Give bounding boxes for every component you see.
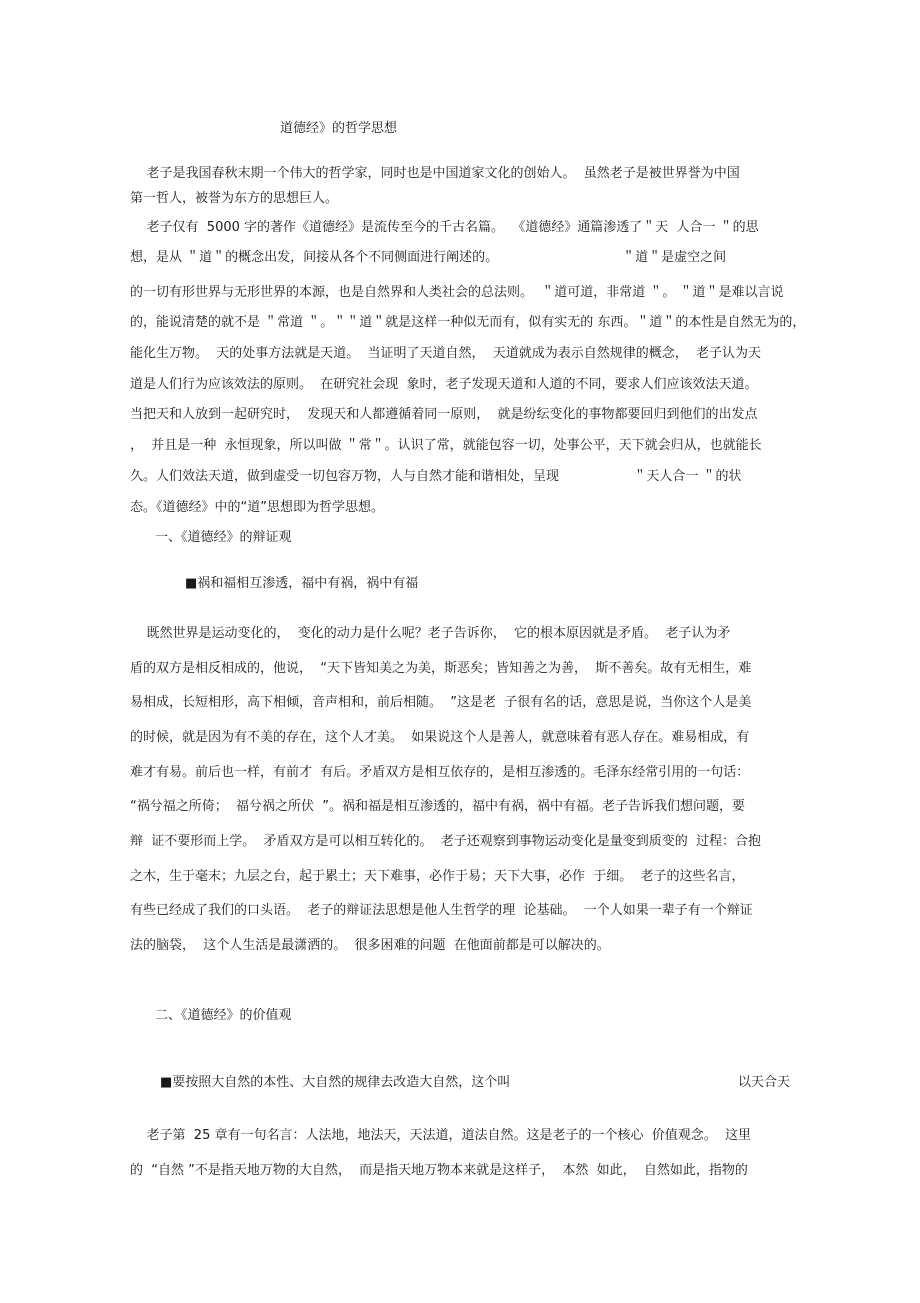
section2-bullet: ■要按照大自然的本性、大自然的规律去改造大自然，这个叫 <box>160 1075 511 1090</box>
intro-p2-line-4: 的，能说清楚的就不是 ＂常道 ＂。＂＂道＂就是这样一种似无而有，似有实无的 东西。＂道＂的本性是自然无为的， <box>130 315 806 330</box>
intro-p2-line-8: ， 并且是一种 永恒现象，所以叫做 ＂常＂。认识了常，就能包容一切，处事公平，天下就会归从，也就能长 <box>130 438 762 453</box>
intro-p2-line-7: 当把天和人放到一起研究时， 发现天和人都遵循着同一原则， 就是纷纭变化的事物都要回归到他们的出发点 <box>130 407 758 422</box>
section1-line-3: 易相成，长短相形，高下相倾，音声相和，前后相随。 ”这是老 子很有名的话，意思是说，当你这个人是美 <box>130 695 752 710</box>
section2-line-2: 的 “自然 ”不是指天地万物的大自然， 而是指天地万物本来就是这样子， 本然 如此， 自然如此，指物的 <box>130 1163 748 1178</box>
section1-bullet: ■祸和福相互渗透，福中有祸，祸中有福 <box>185 576 419 591</box>
section2-bullet-right: 以天合天 <box>738 1075 791 1090</box>
section2-heading: 二、《道德经》的价值观 <box>155 1008 292 1023</box>
intro-p2-line-9: 久。人们效法天道，做到虚受一切包容万物，人与自然才能和谐相处，呈现 ＂天人合一 ＂的状 <box>130 469 742 484</box>
document-title: 道德经》的哲学思想 <box>280 121 398 136</box>
intro-p1-line-2: 第一哲人，被誉为东方的思想巨人。 <box>130 191 339 206</box>
intro-p2-line-6: 道是人们行为应该效法的原则。 在研究社会现 象时，老子发现天道和人道的不同，要求人们应该效法天道。 <box>130 377 758 392</box>
intro-p2-line-5: 能化生万物。 天的处事方法就是天道。 当证明了天道自然， 天道就成为表示自然规律的概念， 老子认为天 <box>130 346 762 361</box>
section1-heading: 一、《道德经》的辩证观 <box>155 530 292 545</box>
section2-line-1: 老子第 25 章有一句名言：人法地，地法天，天法道，道法自然。这是老子的一个核心 价值观念。 这里 <box>130 1128 751 1143</box>
section1-line-5: 难才有易。前后也一样，有前才 有后。矛盾双方是相互依存的，是相互渗透的。毛泽东经常引用的一句话： <box>130 765 750 780</box>
intro-p2-line-10: 态。《道德经》中的“道”思想即为哲学思想。 <box>130 500 384 515</box>
section1-line-1: 既然世界是运动变化的， 变化的动力是什么呢？老子告诉你， 它的根本原因就是矛盾。 老子认为矛 <box>130 626 731 641</box>
section1-line-9: 有些已经成了我们的口头语。 老子的辩证法思想是他人生哲学的理 论基础。 一个人如果一辈子有一个辩证 <box>130 903 753 918</box>
section1-line-10: 法的脑袋， 这个人生活是最潇洒的。 很多困难的问题 在他面前都是可以解决的。 <box>130 938 610 953</box>
section1-line-6: “祸兮福之所倚； 福兮祸之所伏 ”。祸和福是相互渗透的，福中有祸，祸中有福。老子告诉我们想问题，要 <box>130 799 745 814</box>
intro-p2-line-3: 的一切有形世界与无形世界的本源，也是自然界和人类社会的总法则。 ＂道可道，非常道 ＂。 ＂道＂是难以言说 <box>130 285 784 300</box>
intro-p1-line-1: 老子是我国春秋末期一个伟大的哲学家，同时也是中国道家文化的创始人。 虽然老子是被世界誉为中国 <box>130 166 740 181</box>
section1-line-4: 的时候，就是因为有不美的存在，这个人才美。 如果说这个人是善人，就意味着有恶人存在。难易相成，有 <box>130 730 750 745</box>
intro-p2-line-1: 老子仅有 5000 字的著作《道德经》是流传至今的千古名篇。 《道德经》通篇渗透了＂天 人合一 ＂的思 <box>130 220 759 235</box>
section1-line-7: 辩 证不要形而上学。 矛盾双方是可以相互转化的。 老子还观察到事物运动变化是量变到质变的 过程：合抱 <box>130 834 762 849</box>
section1-line-8: 之木，生于毫末；九层之台，起于累土；天下难事，必作于易；天下大事，必作 于细。 老子的这些名言， <box>130 869 745 884</box>
section1-line-2: 盾的双方是相反相成的，他说， “天下皆知美之为美，斯恶矣；皆知善之为善， 斯不善矣。故有无相生，难 <box>130 661 752 676</box>
intro-p2-line-2: 想，是从 ＂道＂的概念出发，间接从各个不同侧面进行阐述的。 ＂道＂是虚空之间 <box>130 250 727 265</box>
